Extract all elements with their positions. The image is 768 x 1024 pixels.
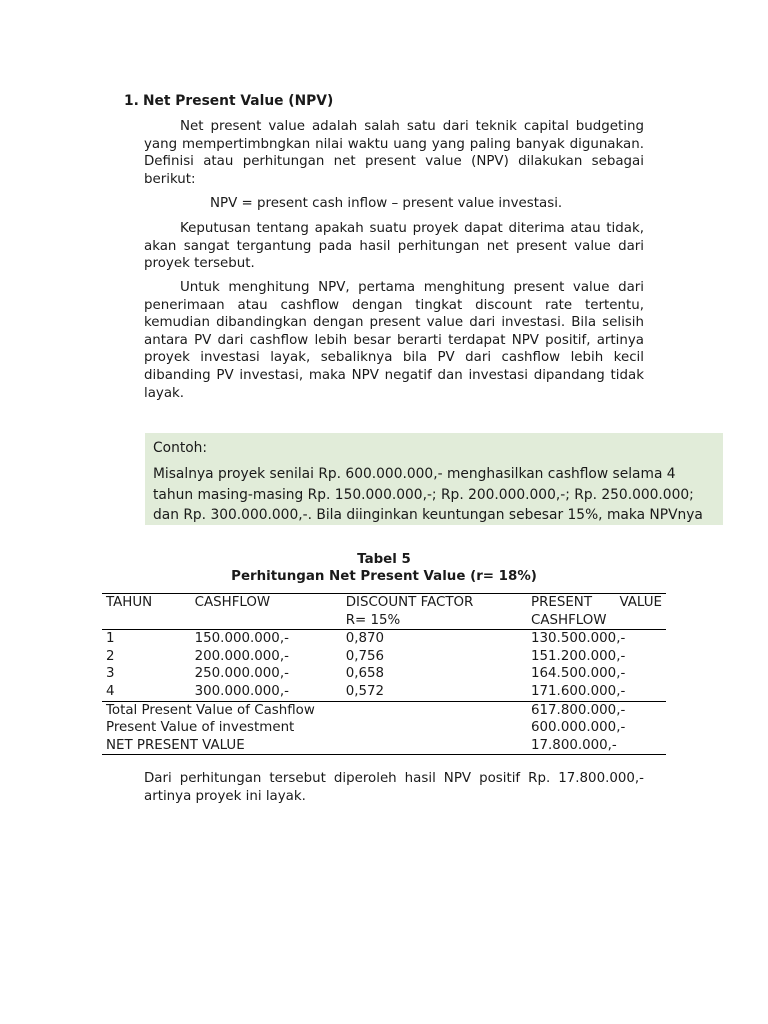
header-pv-line2: CASHFLOW bbox=[531, 612, 607, 628]
cell-pv: 171.600.000,- bbox=[527, 683, 666, 701]
header-present-value bbox=[527, 594, 666, 630]
paragraph-decision: Keputusan tentang apakah suatu proyek dapat diterima atau tidak, akan sangat tergantung pada hasil perhitungan net present value dari proyek tersebut. bbox=[144, 221, 644, 272]
table-header-row bbox=[102, 594, 666, 630]
cell-year: 4 bbox=[102, 683, 191, 701]
paragraph-definition: Net present value adalah salah satu dari teknik capital budgeting yang mempertimbngkan nilai waktu uang yang paling banyak digunakan. Definisi atau perhitungan net present value (NPV) dilakukan sebagai berikut: bbox=[144, 119, 644, 187]
paragraph-method: Untuk menghitung NPV, pertama menghitung present value dari penerimaan atau cashflow dengan tingkat discount rate tertentu, kemudian dibandingkan dengan present value dari investasi. Bila selisih antara PV dari cashflow lebih besar berarti terdapat NPV positif, artinya proyek investasi layak, sebaliknya bila PV dari cashflow lebih kecil dibanding PV investasi, maka NPV negatif dan investasi dipandang tidak layak. bbox=[144, 280, 644, 401]
total-value: 617.800.000,- bbox=[531, 702, 626, 718]
cell-cashflow: 200.000.000,- bbox=[194, 648, 289, 664]
table-row bbox=[102, 630, 666, 648]
total-label: NET PRESENT VALUE bbox=[102, 737, 527, 755]
conclusion-paragraph: Dari perhitungan tersebut diperoleh hasil NPV positif Rp. 17.800.000,- artinya proyek ini layak. bbox=[144, 771, 644, 804]
npv-formula: NPV = present cash inflow – present value investasi. bbox=[210, 196, 563, 211]
cell-pv: 151.200.000,- bbox=[531, 648, 626, 664]
section-heading bbox=[124, 93, 333, 111]
example-box bbox=[145, 433, 723, 525]
cell-factor: 0,756 bbox=[345, 648, 385, 664]
table-row bbox=[102, 665, 666, 683]
cell-pv: 130.500.000,- bbox=[531, 631, 626, 647]
header-discount-line2: R= 15% bbox=[345, 612, 401, 628]
header-pv-line1 bbox=[531, 594, 662, 612]
cell-year: 3 bbox=[106, 666, 115, 682]
total-value: 17.800.000,- bbox=[527, 737, 666, 755]
table-row bbox=[102, 683, 666, 701]
example-text: Misalnya proyek senilai Rp. 600.000.000,- menghasilkan cashflow selama 4 tahun masing-masing Rp. 150.000.000,-; Rp. 200.000.000,-; Rp. 250.000.000; dan Rp. 300.000.000,-. Bila diinginkan keuntungan sebesar 15%, maka NPVnya bbox=[153, 466, 703, 523]
cell-year: 1 bbox=[106, 631, 115, 647]
total-value: 600.000.000,- bbox=[531, 720, 626, 736]
total-row bbox=[102, 701, 666, 719]
table-caption-title: Perhitungan Net Present Value (r= 18%) bbox=[231, 569, 537, 584]
example-label: Contoh: bbox=[153, 440, 208, 456]
table-row bbox=[102, 648, 666, 666]
header-discount-factor bbox=[342, 594, 527, 630]
table-caption-number: Tabel 5 bbox=[357, 552, 411, 567]
header-year: TAHUN bbox=[102, 594, 191, 630]
cell-pv: 164.500.000,- bbox=[531, 666, 626, 682]
cell-cashflow: 150.000.000,- bbox=[194, 631, 289, 647]
cell-year: 2 bbox=[106, 648, 115, 664]
total-label: Total Present Value of Cashflow bbox=[106, 702, 315, 718]
header-cashflow: CASHFLOW bbox=[191, 594, 342, 630]
total-row bbox=[102, 719, 666, 737]
cell-factor: 0,870 bbox=[345, 631, 385, 647]
header-discount-line1: DISCOUNT FACTOR bbox=[345, 595, 474, 610]
total-label: Present Value of investment bbox=[106, 720, 295, 736]
section-title: Net Present Value (NPV) bbox=[143, 93, 334, 109]
cell-factor: 0,572 bbox=[342, 683, 527, 701]
npv-table bbox=[102, 593, 666, 755]
total-row bbox=[102, 737, 666, 755]
cell-cashflow: 300.000.000,- bbox=[191, 683, 342, 701]
section-number: 1. bbox=[124, 93, 139, 109]
cell-cashflow: 250.000.000,- bbox=[194, 666, 289, 682]
cell-factor: 0,658 bbox=[345, 666, 385, 682]
header-pv-word1: PRESENT bbox=[531, 595, 592, 610]
header-pv-word2: VALUE bbox=[619, 595, 662, 610]
